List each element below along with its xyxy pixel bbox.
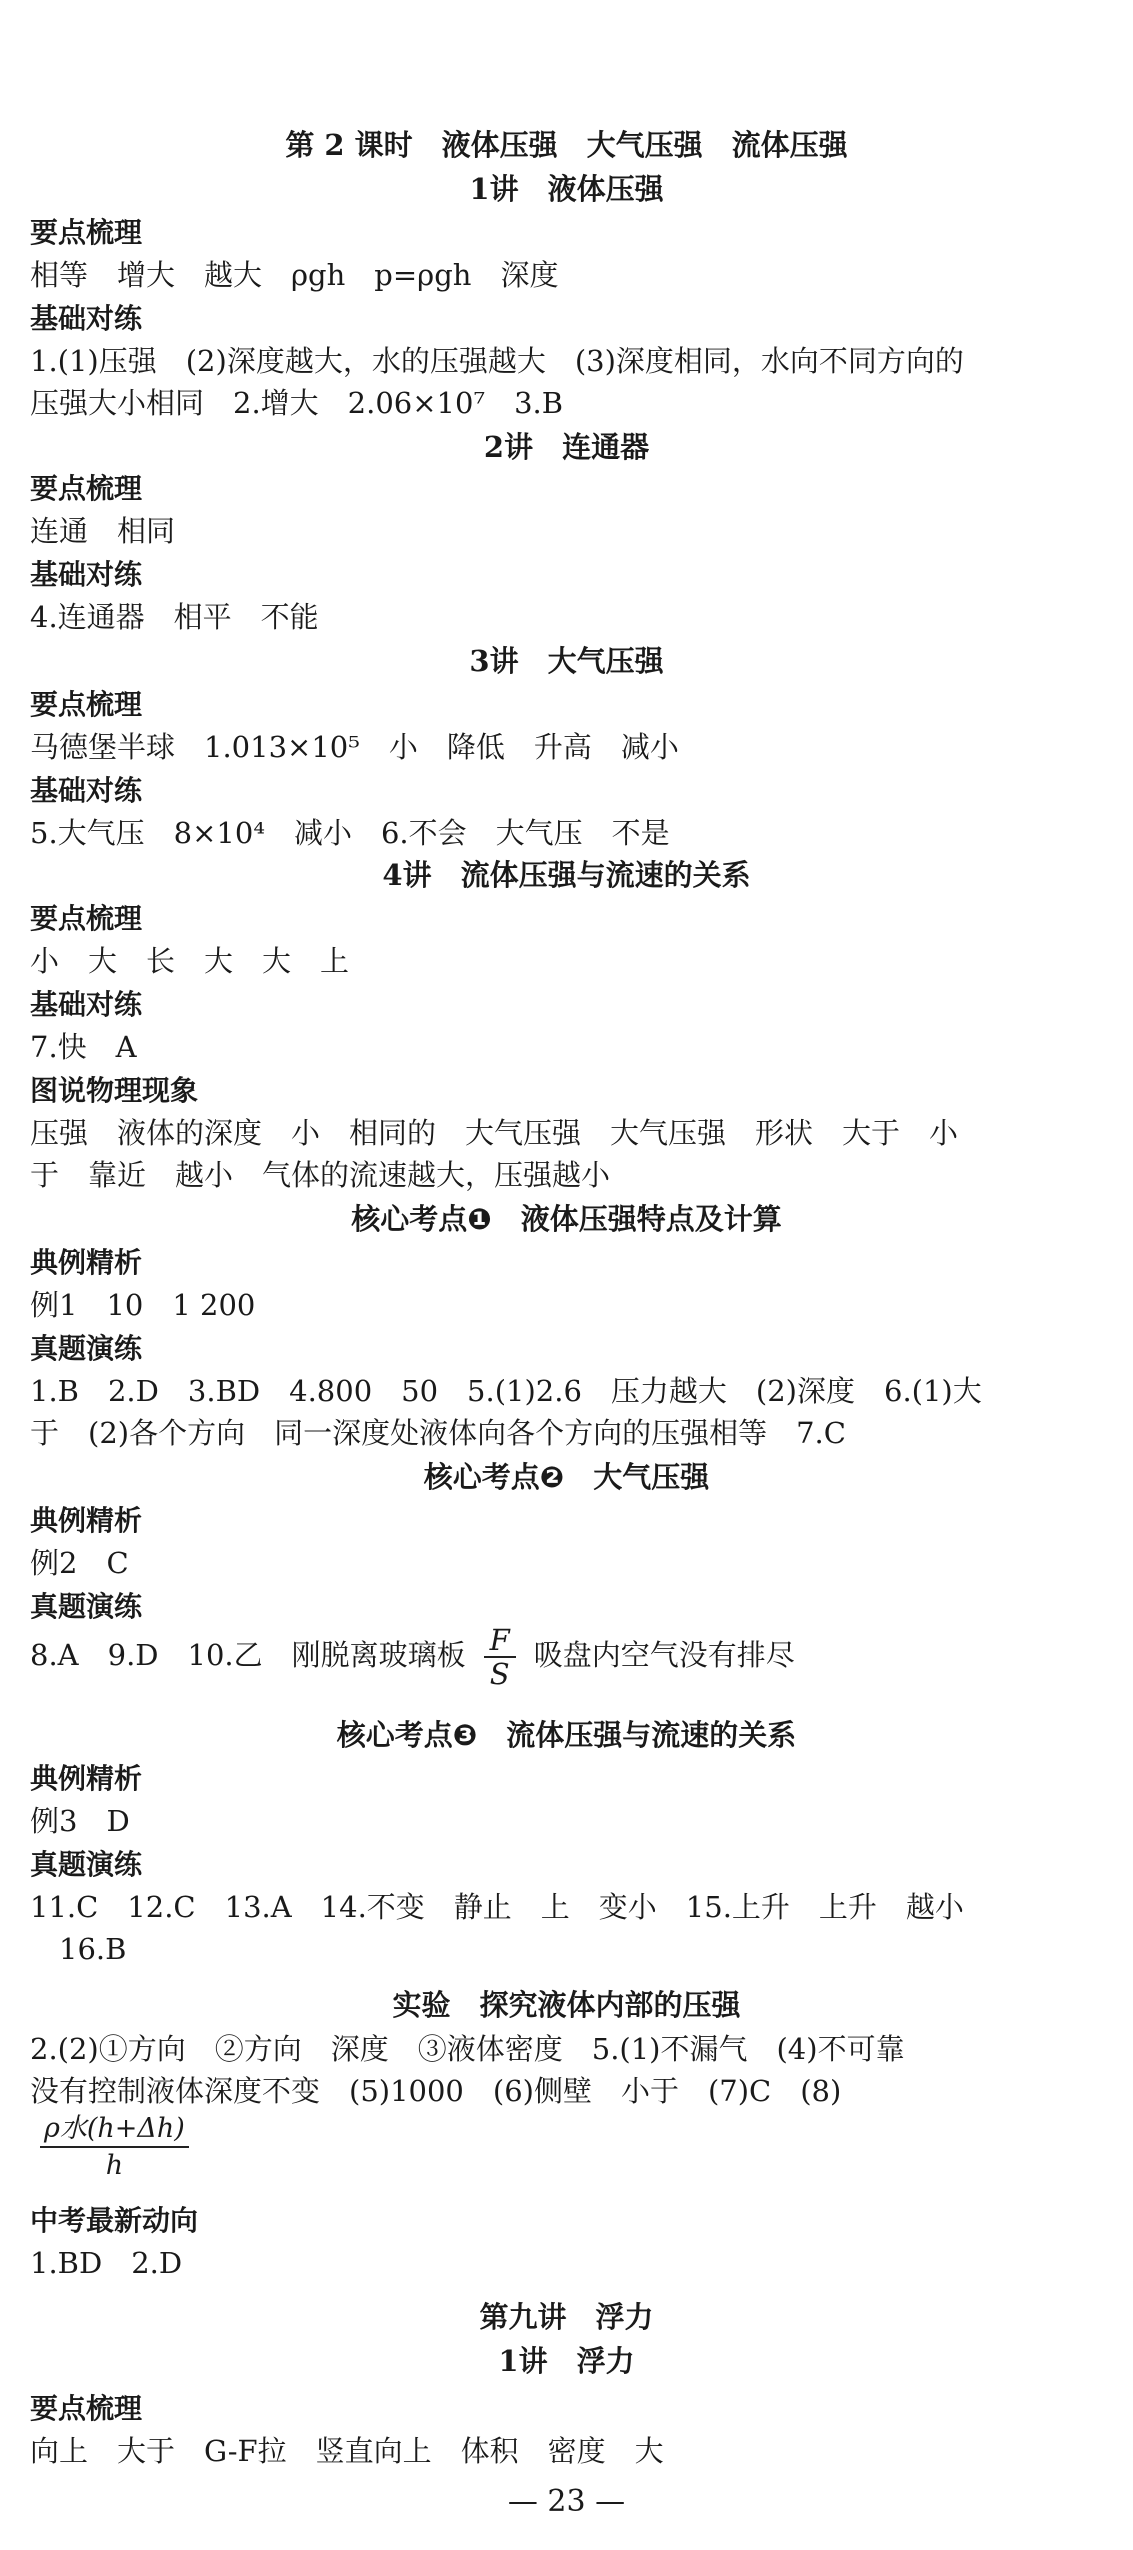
lecture-3-heading: 3讲 大气压强	[469, 644, 664, 678]
l1-basic-1: 1.(1)压强 (2)深度越大，水的压强越大 (3)深度相同，水向不同方向的	[30, 344, 964, 378]
l1-key-points-label: 要点梳理	[30, 216, 143, 249]
l3-key-points-label: 要点梳理	[30, 688, 143, 721]
c3-example-label: 典例精析	[30, 1762, 143, 1795]
lecture-1-heading: 1讲 液体压强	[469, 172, 664, 206]
l4-basic-label: 基础对练	[30, 988, 143, 1021]
c2-real-line	[30, 1624, 1103, 1690]
l4-basic-1: 7.快 A	[30, 1030, 137, 1064]
l3-key-points: 马德堡半球 1.013×10⁵ 小 降低 升高 减小	[30, 730, 679, 764]
c3-real-1: 11.C 12.C 13.A 14.不变 静止 上 变小 15.上升 上升 越小	[30, 1890, 964, 1924]
l1-basic-label: 基础对练	[30, 302, 143, 335]
c2-real-before: 8.A 9.D 10.乙 刚脱离玻璃板	[30, 1638, 466, 1672]
lecture-4-heading: 4讲 流体压强与流速的关系	[382, 858, 751, 892]
c2-real-after: 吸盘内空气没有排尽	[533, 1638, 795, 1672]
c3-real-2: 16.B	[30, 1932, 127, 1966]
b1-key-points-label: 要点梳理	[30, 2392, 143, 2425]
density-fraction	[40, 2112, 189, 2184]
c1-example-label: 典例精析	[30, 1246, 143, 1279]
density-fraction-denominator: h	[105, 2150, 124, 2181]
lecture-2-heading: 2讲 连通器	[483, 430, 650, 464]
l4-key-points: 小 大 长 大 大 上	[30, 944, 350, 978]
pressure-fraction	[484, 1624, 516, 1690]
l3-basic-label: 基础对练	[30, 774, 143, 807]
page-number: — 23 —	[507, 2484, 626, 2519]
core-1-heading: 核心考点❶ 液体压强特点及计算	[351, 1202, 782, 1236]
course-title: 第 2 课时 液体压强 大气压强 流体压强	[285, 128, 848, 162]
latest-label: 中考最新动向	[30, 2204, 199, 2237]
exp-2: 没有控制液体深度不变 (5)1000 (6)侧壁 小于 (7)C (8)	[30, 2074, 842, 2108]
exp-1: 2.(2)①方向 ②方向 深度 ③液体密度 5.(1)不漏气 (4)不可靠	[30, 2032, 905, 2066]
l2-key-points-label: 要点梳理	[30, 472, 143, 505]
l1-key-points: 相等 增大 越大 ρgh p=ρgh 深度	[30, 258, 559, 292]
c1-example: 例1 10 1 200	[30, 1288, 256, 1322]
c3-example: 例3 D	[30, 1804, 130, 1838]
l4-illustrated-2: 于 靠近 越小 气体的流速越大，压强越小	[30, 1158, 611, 1192]
b1-key-points: 向上 大于 G-F拉 竖直向上 体积 密度 大	[30, 2434, 664, 2468]
c2-example-label: 典例精析	[30, 1504, 143, 1537]
experiment-heading: 实验 探究液体内部的压强	[392, 1988, 741, 2022]
chapter-9-heading: 第九讲 浮力	[479, 2300, 654, 2334]
c2-real-label: 真题演练	[30, 1590, 143, 1623]
c1-real-label: 真题演练	[30, 1332, 143, 1365]
l1-basic-2: 压强大小相同 2.增大 2.06×10⁷ 3.B	[30, 386, 564, 420]
density-fraction-numerator: ρ水(h+Δh)	[40, 2112, 189, 2148]
l2-key-points: 连通 相同	[30, 514, 176, 548]
c2-example: 例2 C	[30, 1546, 129, 1580]
fraction-numerator: F	[484, 1624, 516, 1658]
l2-basic-label: 基础对练	[30, 558, 143, 591]
l4-key-points-label: 要点梳理	[30, 902, 143, 935]
fraction-denominator: S	[489, 1657, 510, 1691]
latest-1: 1.BD 2.D	[30, 2246, 183, 2280]
c1-real-2: 于 (2)各个方向 同一深度处液体向各个方向的压强相等 7.C	[30, 1416, 846, 1450]
l4-illustrated-label: 图说物理现象	[30, 1074, 199, 1107]
l4-illustrated-1: 压强 液体的深度 小 相同的 大气压强 大气压强 形状 大于 小	[30, 1116, 959, 1150]
c1-real-1: 1.B 2.D 3.BD 4.800 50 5.(1)2.6 压力越大 (2)深度 6.(1)大	[30, 1374, 982, 1408]
buoyancy-lecture-1: 1讲 浮力	[498, 2344, 635, 2378]
c3-real-label: 真题演练	[30, 1848, 143, 1881]
core-3-heading: 核心考点❸ 流体压强与流速的关系	[336, 1718, 797, 1752]
l3-basic-1: 5.大气压 8×10⁴ 减小 6.不会 大气压 不是	[30, 816, 670, 850]
l2-basic-1: 4.连通器 相平 不能	[30, 600, 319, 634]
core-2-heading: 核心考点❷ 大气压强	[423, 1460, 710, 1494]
